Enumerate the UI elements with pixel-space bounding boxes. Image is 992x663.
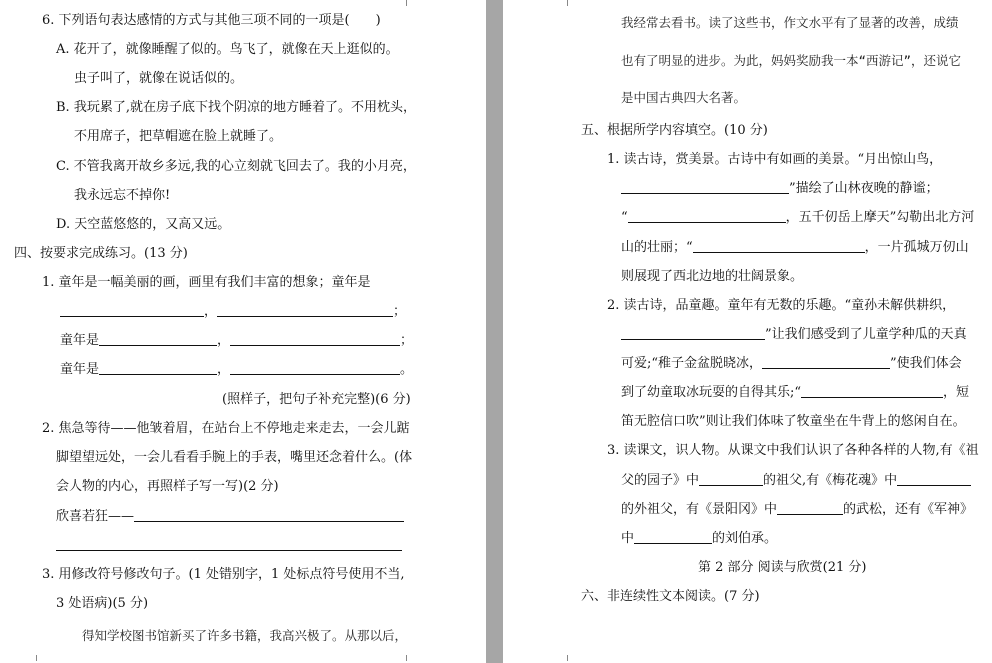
part-2-heading: 第 2 部分 阅读与欣赏(21 分) (698, 560, 867, 575)
blank-2[interactable] (217, 303, 393, 317)
blank-3[interactable] (99, 332, 217, 346)
s4-q2-line3: 会人物的内心，再照样子写一写)(2 分) (56, 479, 279, 494)
section-5-title: 五、根据所学内容填空。(10 分) (581, 123, 768, 138)
s4-q3-line1: 3. 用修改符号修改句子。(1 处错别字，1 处标点符号使用不当, (42, 567, 405, 582)
s4-q1-line1: 1. 童年是一幅美丽的画，画里有我们丰富的想象；童年是 (42, 275, 371, 290)
s5-q1-line4: 山的壮丽；“ ，一片孤城万仞山 (621, 240, 969, 255)
blank-1[interactable] (60, 303, 204, 317)
q6-option-b-line2: 不用席子，把草帽遮在脸上就睡了。 (74, 129, 283, 144)
blank-4[interactable] (230, 332, 400, 346)
blank-p9[interactable] (777, 501, 843, 515)
section-4-title: 四、按要求完成练习。(13 分) (14, 246, 188, 261)
corner-mark (406, 655, 407, 661)
s4-q3-sentence: 得知学校图书馆新买了许多书籍，我高兴极了。从那以后， (82, 628, 408, 643)
q6-option-a-line1: A. 花开了，就像睡醒了似的。鸟飞了，就像在天上逛似的。 (56, 42, 399, 57)
blank-p10[interactable] (634, 530, 712, 544)
s5-q3-line1: 3. 读课文，识人物。从课文中我们认识了各种各样的人物,有《祖 (607, 443, 979, 458)
blank-p7[interactable] (699, 472, 763, 486)
q6-option-a-line2: 虫子叫了，就像在说话似的。 (74, 71, 244, 86)
blank-p2[interactable] (628, 209, 786, 223)
blank-6[interactable] (230, 361, 400, 375)
s5-q2-line2: ”让我们感受到了儿童学种瓜的天真 (621, 326, 967, 344)
s4-q2-line1: 2. 焦急等待——他皱着眉，在站台上不停地走来走去，一会儿踮 (42, 421, 410, 436)
q6-option-c-line2: 我永远忘不掉你! (74, 188, 171, 203)
s4-q1-line3: 童年是 ， ； (60, 333, 414, 348)
blank-p4[interactable] (621, 326, 765, 340)
passage-cont-line2: 也有了明显的进步。为此，妈妈奖励我一本“西游记”，还说它 (621, 53, 962, 68)
s5-q2-line4: 到了幼童取冰玩耍的自得其乐;“ ，短 (621, 385, 970, 400)
blank-5[interactable] (99, 361, 217, 375)
blank-p8[interactable] (897, 472, 971, 486)
q6-option-c-line1: C. 不管我离开故乡多远,我的心立刻就飞回去了。我的小月亮， (56, 159, 416, 174)
s5-q1-line5: 则展现了西北边地的壮阔景象。 (621, 269, 804, 284)
corner-mark (406, 0, 407, 6)
s4-q2-answer-line2 (56, 537, 402, 555)
blank-p1[interactable] (621, 180, 789, 194)
s5-q2-line3: 可爱;“稚子金盆脱晓冰， ”使我们体会 (621, 356, 962, 371)
s5-q3-line3: 的外祖父，有《景阳冈》中 的武松，还有《军神》 (621, 502, 974, 517)
q6-title: 6. 下列语句表达感情的方式与其他三项不同的一项是( ) (42, 13, 381, 28)
q6-option-b-line1: B. 我玩累了,就在房子底下找个阴凉的地方睡着了。不用枕头， (56, 100, 416, 115)
blank-p5[interactable] (762, 355, 890, 369)
passage-cont-line3: 是中国古典四大名著。 (621, 90, 747, 105)
page-right (503, 0, 992, 663)
s4-q2-prompt-line: 欣喜若狂—— (56, 508, 404, 526)
passage-cont-line1: 我经常去看书。读了这些书，作文水平有了显著的改善，成绩 (621, 15, 959, 30)
s5-q2-line5: 笛无腔信口吹”则让我们体味了牧童坐在牛背上的悠闲自在。 (621, 414, 966, 429)
s4-q2-line2: 脚望望远处，一会儿看看手腕上的手表，嘴里还念着什么。(体 (56, 450, 413, 465)
section-6-title: 六、非连续性文本阅读。(7 分) (581, 589, 760, 604)
s4-q3-line2: 3 处语病)(5 分) (56, 596, 149, 611)
s5-q3-line4: 中 的刘伯承。 (621, 531, 778, 546)
s5-q1-line2: ”描绘了山林夜晚的静谧； (621, 180, 939, 198)
s5-q2-line1: 2. 读古诗，品童趣。童年有无数的乐趣。“童孙未解供耕织， (607, 298, 956, 313)
page-left (0, 0, 486, 663)
q6-option-d: D. 天空蓝悠悠的，又高又远。 (56, 217, 231, 232)
s5-q3-line2: 父的园子》中 的祖父,有《梅花魂》中 (621, 472, 971, 490)
answer-line-2[interactable] (56, 537, 402, 551)
corner-mark (567, 0, 568, 6)
blank-p6[interactable] (801, 384, 943, 398)
corner-mark (36, 655, 37, 661)
blank-p3[interactable] (693, 239, 865, 253)
corner-mark (567, 655, 568, 661)
s4-q1-line2: ， ； (60, 303, 406, 321)
s5-q1-line1: 1. 读古诗，赏美景。古诗中有如画的美景。“月出惊山鸟， (607, 152, 943, 167)
answer-line-1[interactable] (134, 508, 404, 522)
s4-q1-line4: 童年是 ， 。 (60, 362, 414, 377)
s5-q1-line3: “ ，五千仞岳上摩天”勾勒出北方河 (621, 210, 975, 225)
s4-q1-hint: (照样子，把句子补充完整)(6 分) (222, 392, 411, 407)
